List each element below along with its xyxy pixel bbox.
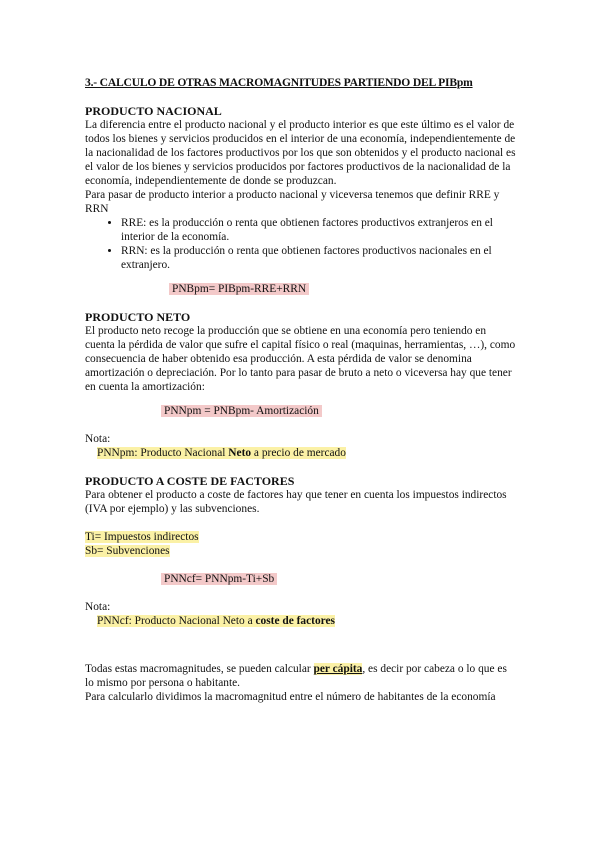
per-capita-text-b: , es decir por cabeza o lo que es lo mismo por persona o habitante.	[85, 663, 507, 689]
paragraph-diferencia: La diferencia entre el producto nacional y el producto interior es que este último es el valor de todos los bienes y servicios producidos en el interior de una economía, independientemente de la nacionalidad de los factores productivos por los que son obtenidos y el producto nacional es el valor de los bienes y servicios producidos por factores productivos de la nacionalidad de la economía, independientemente de donde se produzcan.	[85, 119, 516, 187]
definition-sb-text: Sb= Subvenciones	[85, 545, 170, 557]
paragraph-pasar-interior-nacional: Para pasar de producto interior a producto nacional y viceversa tenemos que definir RRE y RRN	[85, 189, 500, 215]
section-producto-neto	[85, 310, 517, 460]
list-item-rre: • RRE: es la producción o renta que obtienen factores productivos extranjeros en el interior de la economía.	[121, 216, 517, 244]
formula-pnncf	[161, 572, 517, 586]
nota-pnncf-bold: coste de factores	[255, 615, 335, 627]
list-rre-rrn	[85, 216, 517, 272]
formula-pnncf-text: PNNcf= PNNpm-Ti+Sb	[161, 573, 277, 585]
nota-pnncf-prefix: PNNcf: Producto Nacional Neto a	[97, 615, 256, 627]
per-capita-text-a: Todas estas macromagnitudes, se pueden calcular	[85, 663, 314, 675]
nota-pnnpm-prefix: PNNpm: Producto Nacional	[97, 447, 229, 459]
paragraph-calcularlo: Para calcularlo dividimos la macromagnitud entre el número de habitantes de la economía	[85, 691, 496, 703]
heading-coste-factores: PRODUCTO A COSTE DE FACTORES	[85, 474, 295, 488]
definition-sb	[85, 544, 517, 558]
nota-pnnpm	[85, 446, 517, 460]
nota-label-coste: Nota:	[85, 601, 111, 613]
heading-producto-neto: PRODUCTO NETO	[85, 310, 191, 324]
paragraph-producto-neto: El producto neto recoge la producción que se obtiene en una economía pero teniendo en cuenta la pérdida de valor que sufre el capital físico o real (maquinas, herramientas, …), como consecuencia de haber obtenido esa producción. A esta pérdida de valor se denomina amortización o depreciación. Por lo tanto para pasar de bruto a neto o viceversa hay que tener en cuenta la amortización:	[85, 325, 516, 393]
nota-label-neto: Nota:	[85, 433, 111, 445]
formula-pnbpm	[169, 282, 517, 296]
paragraph-per-capita	[85, 662, 517, 690]
page-title: 3.- CALCULO DE OTRAS MACROMAGNITUDES PARTIENDO DEL PIBpm	[85, 76, 473, 89]
list-item-rrn: • RRN: es la producción o renta que obtienen factores productivos nacionales en el extranjero.	[121, 244, 517, 272]
heading-producto-nacional: PRODUCTO NACIONAL	[85, 104, 222, 118]
section-per-capita	[85, 662, 517, 704]
definition-ti-text: Ti= Impuestos indirectos	[85, 531, 199, 543]
nota-pnnpm-bold: Neto	[228, 447, 252, 459]
document-content	[85, 76, 517, 704]
definition-ti	[85, 530, 517, 544]
section-producto-coste-factores	[85, 474, 517, 628]
nota-pnnpm-suffix: a precio de mercado	[251, 447, 346, 459]
formula-pnnpm-text: PNNpm = PNBpm- Amortización	[161, 405, 322, 417]
formula-pnbpm-text: PNBpm= PIBpm-RRE+RRN	[169, 283, 309, 295]
section-producto-nacional	[85, 104, 517, 296]
paragraph-coste-factores: Para obtener el producto a coste de factores hay que tener en cuenta los impuestos indirectos (IVA por ejemplo) y las subvenciones.	[85, 489, 507, 515]
formula-pnnpm	[161, 404, 517, 418]
nota-pnncf	[85, 614, 517, 628]
per-capita-bold: per cápita	[313, 663, 363, 675]
